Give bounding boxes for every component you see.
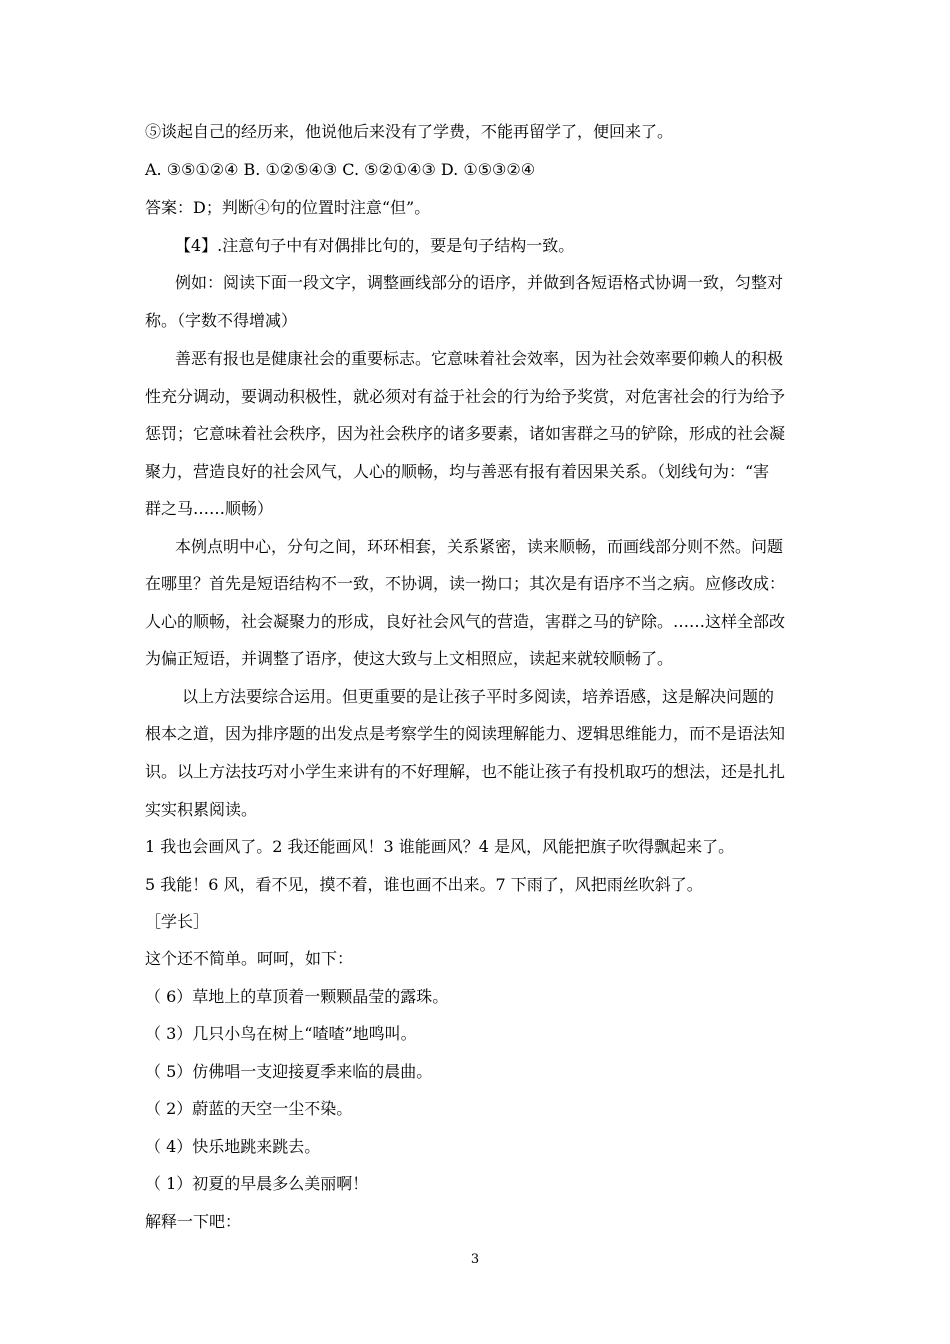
text-line: （ 1）初夏的早晨多么美丽啊！ [145,1174,369,1193]
text-line: 善恶有报也是健康社会的重要标志。它意味着社会效率，因为社会效率要仰赖人的积极 [175,349,784,368]
text-line: 称。（字数不得增减） [145,311,298,330]
text-line: 在哪里？首先是短语结构不一致，不协调，读一拗口；其次是有语序不当之病。应修改成： [145,574,786,593]
text-line: 惩罚；它意味着社会秩序，因为社会秩序的诸多要素，诸如害群之马的铲除，形成的社会凝 [145,424,786,443]
text-line: 识。以上方法技巧对小学生来讲有的不好理解，也不能让孩子有投机取巧的想法，还是扎扎 [145,762,786,781]
text-line: 根本之道，因为排序题的出发点是考察学生的阅读理解能力、逻辑思维能力，而不是语法知 [145,724,786,743]
text-line: 实实积累阅读。 [145,800,258,819]
text-line: 为偏正短语，并调整了语序，使这大致与上文相照应，读起来就较顺畅了。 [145,649,674,668]
text-line: 例如：阅读下面一段文字，调整画线部分的语序，并做到各短语格式协调一致，匀整对 [175,273,784,292]
text-line: 聚力，营造良好的社会风气，人心的顺畅，均与善恶有报有着因果关系。（划线句为：“害 [145,462,770,481]
text-line: 答案：D；判断④句的位置时注意“但”。 [145,198,431,217]
text-line: 以上方法要综合运用。但更重要的是让孩子平时多阅读，培养语感，这是解决问题的 [182,687,775,706]
text-line: 人心的顺畅，社会凝聚力的形成，良好社会风气的营造，害群之马的铲除。……这样全部改 [145,612,786,631]
text-line: （ 6）草地上的草顶着一颗颗晶莹的露珠。 [145,987,449,1006]
text-line: （ 2）蔚蓝的天空一尘不染。 [145,1099,353,1118]
text-line: 性充分调动，要调动积极性，就必须对有益于社会的行为给予奖赏，对危害社会的行为给予 [145,387,786,406]
text-line: ⑤谈起自己的经历来，他说他后来没有了学费，不能再留学了，便回来了。 [145,122,674,141]
text-line: （ 3）几只小鸟在树上“喳喳”地鸣叫。 [145,1024,417,1043]
text-line: 5 我能！6 风，看不见，摸不着，谁也画不出来。7 下雨了，风把雨丝吹斜了。 [145,875,703,894]
text-line: 【4】.注意句子中有对偶排比句的，要是句子结构一致。 [175,236,575,255]
page-number: 3 [470,1252,480,1267]
text-line: 这个还不简单。呵呵，如下： [145,949,354,968]
text-line: A. ③⑤①②④ B. ①②⑤④③ C. ⑤②①④③ D. ①⑤③②④ [145,160,536,179]
text-line: （ 4）快乐地跳来跳去。 [145,1137,321,1156]
text-line: （ 5）仿佛唱一支迎接夏季来临的晨曲。 [145,1062,433,1081]
text-line: 1 我也会画风了。2 我还能画风！3 谁能画风？4 是风，风能把旗子吹得飘起来了。 [145,837,735,856]
text-line: ［学长］ [145,912,210,931]
text-line: 本例点明中心，分句之间，环环相套，关系紧密，读来顺畅，而画线部分则不然。问题 [175,537,784,556]
text-line: 解释一下吧： [145,1212,242,1231]
text-line: 群之马……顺畅） [145,499,274,518]
